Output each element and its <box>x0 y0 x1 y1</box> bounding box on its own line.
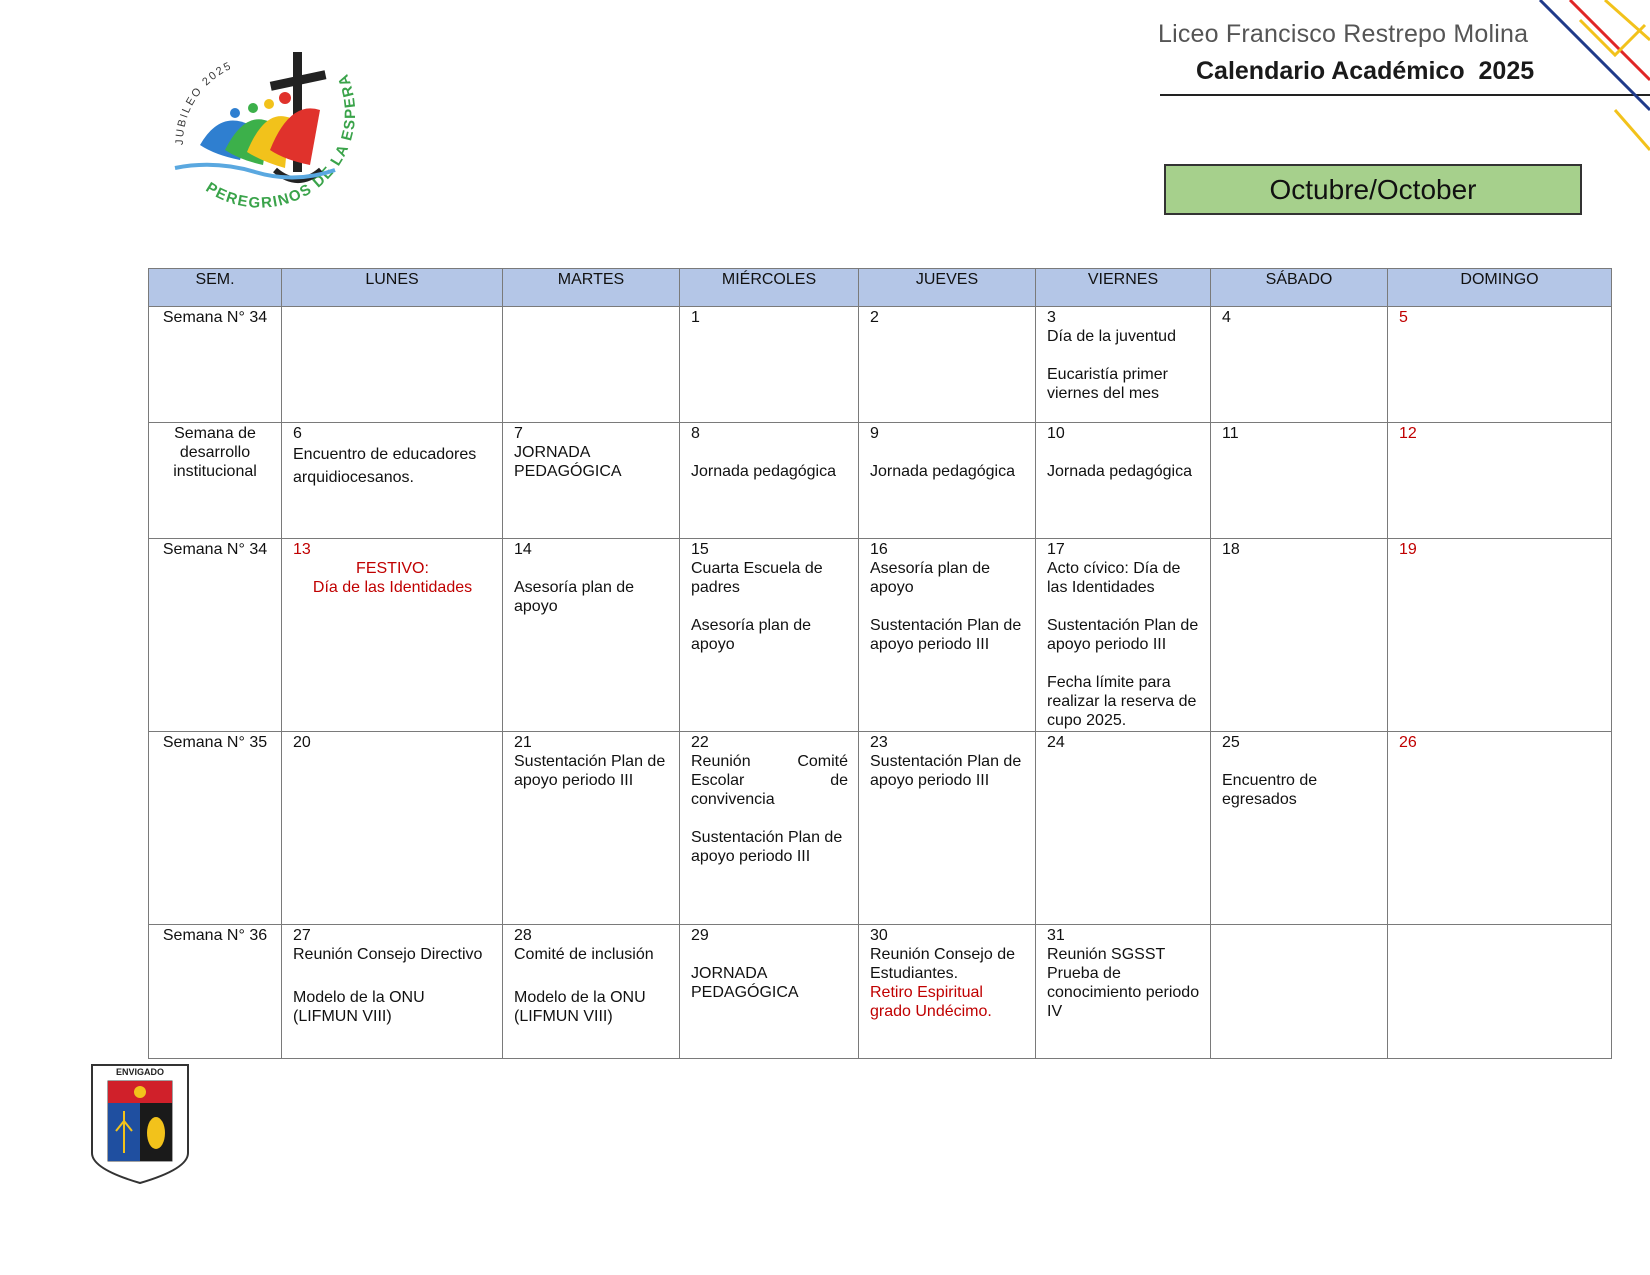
week-label-cell <box>149 925 282 1059</box>
day-number: 7 <box>514 425 523 442</box>
event-text: Reunión SGSST <box>1047 946 1166 963</box>
sunday-day-number: 26 <box>1399 734 1417 751</box>
event-text: Sustentación Plan de apoyo periodo III <box>870 617 1022 653</box>
week-label: Semana N° 35 <box>162 734 268 751</box>
week-label-cell <box>149 539 282 732</box>
event-text: JORNADA PEDAGÓGICA <box>691 965 799 1001</box>
day-number: 29 <box>691 927 709 944</box>
sunday-day-number: 5 <box>1399 309 1408 326</box>
day-number: 6 <box>293 425 302 442</box>
day-cell <box>1036 732 1211 925</box>
column-header-sabado: SÁBADO <box>1211 269 1388 307</box>
column-header-jueves: JUEVES <box>859 269 1036 307</box>
jubilee-bottom-text: PEREGRINOS DE LA ESPERA <box>202 70 360 212</box>
day-number: 22 <box>691 734 709 751</box>
day-cell <box>1388 423 1612 539</box>
day-number: 21 <box>514 734 532 751</box>
day-number: 9 <box>870 425 879 442</box>
day-cell <box>503 732 680 925</box>
week-label: Semana de desarrollo institucional <box>173 425 257 480</box>
jubilee-top-text: JUBILEO 2025 <box>173 59 235 146</box>
day-cell <box>1036 423 1211 539</box>
day-cell <box>1211 307 1388 423</box>
day-number: 10 <box>1047 425 1065 442</box>
week-label: Semana N° 34 <box>162 309 268 326</box>
day-cell <box>1388 307 1612 423</box>
day-cell <box>1388 925 1612 1059</box>
week-row <box>149 423 1612 539</box>
week-label-cell <box>149 423 282 539</box>
day-cell <box>859 423 1036 539</box>
day-cell <box>1036 925 1211 1059</box>
day-cell <box>282 732 503 925</box>
crest-top-text: ENVIGADO <box>115 1067 165 1077</box>
event-text: Asesoría plan de apoyo <box>870 560 991 596</box>
event-text: Reunión Consejo de Estudiantes. <box>870 946 1015 982</box>
column-header-viernes: VIERNES <box>1036 269 1211 307</box>
sunday-day-number: 12 <box>1399 425 1417 442</box>
week-label-cell <box>149 307 282 423</box>
event-text: Jornada pedagógica <box>691 463 837 480</box>
week-row <box>149 925 1612 1059</box>
event-text: Reunión Comité Escolar de convivencia <box>691 753 848 808</box>
column-header-martes: MARTES <box>503 269 680 307</box>
day-number: 25 <box>1222 734 1240 751</box>
event-text: Modelo de la ONU (LIFMUN VIII) <box>293 989 425 1025</box>
day-cell <box>1036 307 1211 423</box>
event-text: JORNADA PEDAGÓGICA <box>514 444 622 480</box>
day-cell <box>680 307 859 423</box>
day-cell <box>680 539 859 732</box>
event-text: Cuarta Escuela de padres <box>691 560 823 596</box>
event-text: Día de la juventud <box>1047 328 1176 345</box>
day-cell <box>1211 732 1388 925</box>
holiday-name: Día de las Identidades <box>312 579 473 596</box>
holiday-day-number: 13 <box>293 541 311 558</box>
column-header-lunes: LUNES <box>282 269 503 307</box>
day-cell <box>859 539 1036 732</box>
event-text: Asesoría plan de apoyo <box>514 579 635 615</box>
day-number: 11 <box>1222 425 1239 442</box>
day-number: 1 <box>691 309 700 326</box>
day-number: 23 <box>870 734 888 751</box>
event-text: Encuentro de educadores arquidiocesanos. <box>293 446 477 486</box>
day-cell <box>282 925 503 1059</box>
week-row <box>149 732 1612 925</box>
week-label: Semana N° 34 <box>162 541 268 558</box>
column-header-domingo: DOMINGO <box>1388 269 1612 307</box>
day-cell <box>680 925 859 1059</box>
holiday-label: FESTIVO: <box>356 560 429 577</box>
event-text: Jornada pedagógica <box>1047 463 1193 480</box>
day-number: 27 <box>293 927 311 944</box>
day-number: 3 <box>1047 309 1056 326</box>
calendar-title-text: Calendario Académico <box>1196 57 1465 85</box>
calendar-title <box>1196 57 1534 86</box>
event-text: Acto cívico: Día de las Identidades <box>1047 560 1181 596</box>
day-cell <box>503 423 680 539</box>
column-header-miercoles: MIÉRCOLES <box>680 269 859 307</box>
event-text: Encuentro de egresados <box>1222 772 1318 808</box>
day-number: 16 <box>870 541 888 558</box>
day-number: 4 <box>1222 309 1231 326</box>
day-number: 24 <box>1047 734 1065 751</box>
event-text: Asesoría plan de apoyo <box>691 617 812 653</box>
day-number: 18 <box>1222 541 1240 558</box>
day-number: 2 <box>870 309 879 326</box>
day-number: 30 <box>870 927 888 944</box>
event-text: Sustentación Plan de apoyo periodo III <box>1047 617 1199 653</box>
event-text: Reunión Consejo Directivo <box>293 946 483 963</box>
school-name: Liceo Francisco Restrepo Molina <box>1158 20 1529 48</box>
day-cell <box>859 732 1036 925</box>
event-text: Jornada pedagógica <box>870 463 1016 480</box>
day-cell <box>1036 539 1211 732</box>
day-cell <box>282 423 503 539</box>
event-text-highlight: Retiro Espiritual grado Undécimo. <box>870 984 992 1020</box>
week-label: Semana N° 36 <box>162 927 268 944</box>
day-cell <box>1211 539 1388 732</box>
day-cell <box>1388 732 1612 925</box>
calendar-table <box>148 268 1612 1059</box>
event-text: Sustentación Plan de apoyo periodo III <box>514 753 666 789</box>
event-text: Modelo de la ONU (LIFMUN VIII) <box>514 989 646 1025</box>
day-number: 31 <box>1047 927 1065 944</box>
day-number: 17 <box>1047 541 1065 558</box>
day-number: 14 <box>514 541 532 558</box>
column-header-sem: SEM. <box>149 269 282 307</box>
day-cell <box>1211 925 1388 1059</box>
day-cell <box>1388 539 1612 732</box>
day-cell <box>859 925 1036 1059</box>
week-label-cell <box>149 732 282 925</box>
sunday-day-number: 19 <box>1399 541 1417 558</box>
day-cell <box>503 539 680 732</box>
event-text: Fecha límite para realizar la reserva de cupo 2025. <box>1047 674 1197 729</box>
day-number: 28 <box>514 927 532 944</box>
event-text: Comité de inclusión <box>514 946 654 963</box>
day-cell <box>1211 423 1388 539</box>
day-cell <box>859 307 1036 423</box>
day-number: 8 <box>691 425 700 442</box>
day-cell <box>282 539 503 732</box>
calendar-header-row <box>149 269 1612 307</box>
event-text: Prueba de conocimiento periodo IV <box>1047 965 1200 1020</box>
day-cell <box>282 307 503 423</box>
week-row <box>149 307 1612 423</box>
school-crest <box>88 1061 192 1185</box>
day-cell <box>503 307 680 423</box>
calendar-year: 2025 <box>1478 57 1535 85</box>
week-row <box>149 539 1612 732</box>
event-text: Sustentación Plan de apoyo periodo III <box>691 829 843 865</box>
day-cell <box>503 925 680 1059</box>
jubilee-2025-logo <box>145 40 385 235</box>
month-label: Octubre/October <box>1164 164 1582 215</box>
day-number: 20 <box>293 734 311 751</box>
day-number: 15 <box>691 541 709 558</box>
day-cell <box>680 732 859 925</box>
event-text: Sustentación Plan de apoyo periodo III <box>870 753 1022 789</box>
corner-decoration-lines <box>1520 0 1650 170</box>
day-cell <box>680 423 859 539</box>
event-text: Eucaristía primer viernes del mes <box>1047 366 1168 402</box>
